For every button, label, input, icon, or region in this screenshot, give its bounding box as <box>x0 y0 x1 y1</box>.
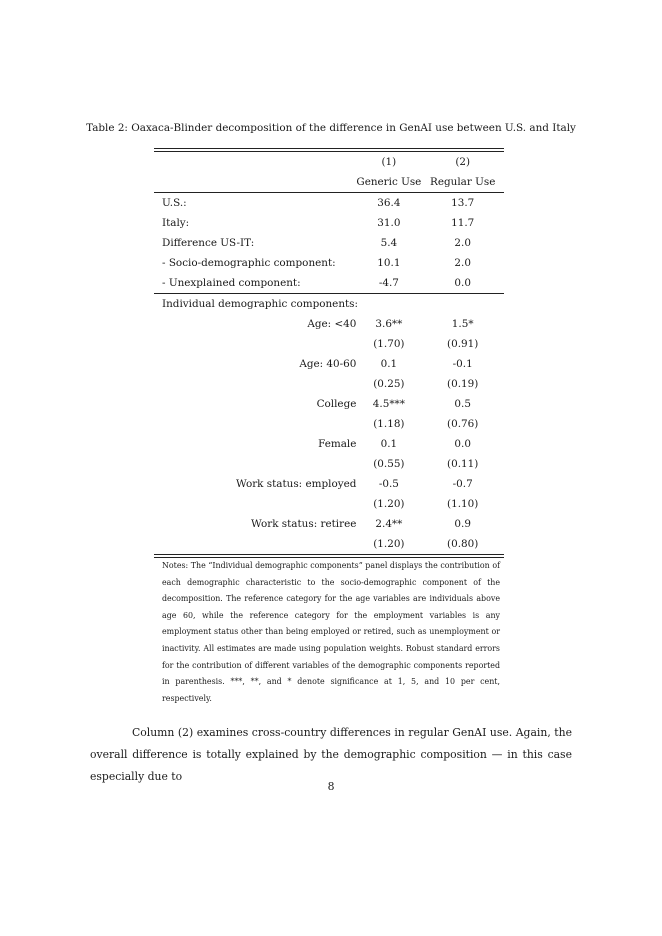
page-number: 8 <box>327 780 335 793</box>
row-label: U.S.: <box>154 193 356 214</box>
body-paragraph-text: Column (2) examines cross-country differences in regular GenAI use. Again, the overall difference is totally explained by the demographic composition — in this case especially due to <box>90 726 572 783</box>
se-regular: (0.19) <box>447 378 479 390</box>
table-row <box>154 314 504 334</box>
row-label: Age: <40 <box>307 318 357 330</box>
row-label: Age: 40-60 <box>299 358 357 370</box>
table-row <box>154 213 504 233</box>
cell-generic: 0.1 <box>380 358 398 370</box>
panel-title-row <box>154 294 504 315</box>
row-label: Work status: retiree <box>251 518 357 530</box>
cell-regular: 2.0 <box>454 237 471 249</box>
se-generic: (0.55) <box>373 458 405 470</box>
se-regular: (0.91) <box>447 338 479 350</box>
table-row <box>154 434 504 454</box>
row-label: Italy: <box>162 217 190 229</box>
se-regular: (1.10) <box>447 498 479 510</box>
table-row <box>154 514 504 534</box>
row-label: - Socio-demographic component: <box>162 257 336 269</box>
table-row <box>154 193 504 214</box>
column-label-2: Regular Use <box>430 176 496 188</box>
cell-regular: 0.9 <box>454 518 471 530</box>
cell-regular: 13.7 <box>421 193 504 214</box>
se-row <box>154 534 504 554</box>
cell-generic: 5.4 <box>380 237 398 249</box>
cell-generic: 10.1 <box>377 257 401 269</box>
se-row <box>154 494 504 514</box>
panel-title: Individual demographic components: <box>154 294 504 315</box>
se-regular: (0.11) <box>447 458 479 470</box>
table-notes: Notes: The “Individual demographic components” panel displays the contribution of each demographic characteristic to the socio-demographic component of the decomposition. The reference category for the age variables are individuals above age 60, while the reference category for the employment variables is any employment status other than being employed or retired, such as unemployment or inactivity. All estimates are made using population weights. Robust standard errors for the contribution of different variables of the demographic components reported in parenthesis. ***, **, and * denote significance at 1, 5, and 10 per cent, respectively. <box>162 561 500 703</box>
row-label: Work status: employed <box>235 478 357 490</box>
cell-generic: 31.0 <box>377 217 401 229</box>
table-row <box>154 253 504 273</box>
cell-generic: 3.6** <box>375 318 403 330</box>
se-regular: (0.76) <box>447 418 479 430</box>
se-generic: (1.70) <box>373 338 405 350</box>
column-label-1: Generic Use <box>356 176 422 188</box>
column-number-1: (1) <box>381 156 397 168</box>
cell-generic: 4.5*** <box>372 398 405 410</box>
cell-generic: -0.5 <box>378 478 399 490</box>
table-caption: Table 2: Oaxaca-Blinder decomposition of the difference in GenAI use between U.S. and Italy <box>86 122 576 134</box>
body-paragraph <box>90 722 572 788</box>
se-row <box>154 414 504 434</box>
decomposition-table <box>154 148 504 558</box>
cell-regular: 0.0 <box>454 438 471 450</box>
se-row <box>154 454 504 474</box>
cell-regular: 0.0 <box>454 277 471 289</box>
column-number-2: (2) <box>455 156 471 168</box>
table-row <box>154 273 504 294</box>
row-label: Female <box>318 438 357 450</box>
se-generic: (1.18) <box>373 418 405 430</box>
row-label: - Unexplained component: <box>162 277 301 289</box>
table-row <box>154 474 504 494</box>
cell-generic: 0.1 <box>380 438 398 450</box>
cell-regular: 2.0 <box>454 257 471 269</box>
cell-regular: -0.1 <box>452 358 473 370</box>
column-label-row <box>154 172 504 193</box>
se-generic: (1.20) <box>373 538 405 550</box>
row-label: Difference US-IT: <box>162 237 255 249</box>
column-number-row <box>154 152 504 172</box>
cell-regular: 1.5* <box>451 318 474 330</box>
row-label: College <box>316 398 357 410</box>
se-row <box>154 374 504 394</box>
table-row <box>154 354 504 374</box>
cell-regular: 11.7 <box>451 217 475 229</box>
se-generic: (0.25) <box>373 378 405 390</box>
cell-generic: 36.4 <box>356 193 421 214</box>
cell-generic: -4.7 <box>378 277 399 289</box>
table-row <box>154 394 504 414</box>
se-generic: (1.20) <box>373 498 405 510</box>
cell-regular: 0.5 <box>454 398 471 410</box>
se-regular: (0.80) <box>447 538 479 550</box>
table-row <box>154 233 504 253</box>
cell-generic: 2.4** <box>375 518 403 530</box>
cell-regular: -0.7 <box>452 478 473 490</box>
se-row <box>154 334 504 354</box>
